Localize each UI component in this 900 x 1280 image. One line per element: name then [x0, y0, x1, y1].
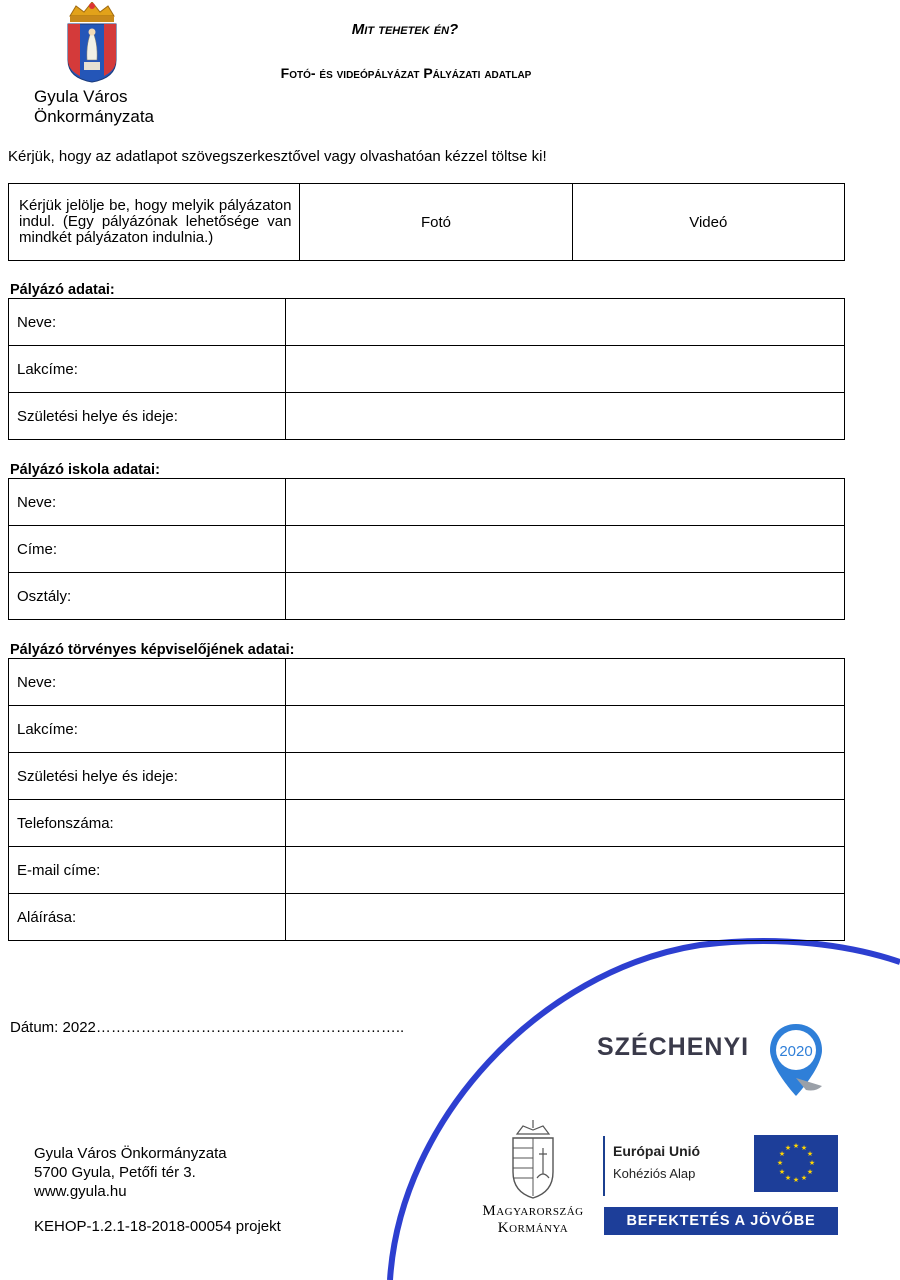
- option-video-label: Videó: [689, 213, 728, 231]
- svg-text:★: ★: [806, 1168, 814, 1176]
- field-label: Neve:: [9, 659, 286, 706]
- map-pin-icon: [766, 1020, 826, 1100]
- svg-text:★: ★: [800, 1174, 808, 1182]
- svg-text:★: ★: [784, 1144, 792, 1152]
- svg-text:★: ★: [778, 1168, 786, 1176]
- gov-name-line2: Kormánya: [497, 1220, 569, 1236]
- field-label: Lakcíme:: [9, 706, 286, 753]
- svg-text:★: ★: [784, 1174, 792, 1182]
- field-label: Címe:: [9, 526, 286, 573]
- field-input[interactable]: [286, 573, 845, 620]
- field-input[interactable]: [286, 706, 845, 753]
- eu-title: Európai Unió: [613, 1143, 701, 1159]
- field-label: Születési helye és ideje:: [9, 753, 286, 800]
- szechenyi-logo-text: SZÉCHENYI: [597, 1033, 750, 1061]
- field-input[interactable]: [286, 753, 845, 800]
- page-title: [0, 21, 810, 38]
- section-applicant-title: Pályázó adatai:: [10, 282, 115, 298]
- eu-flag-icon: [754, 1135, 838, 1192]
- field-label: Aláírása:: [9, 894, 286, 941]
- hungary-coat-of-arms-icon: [505, 1120, 561, 1200]
- field-label: Osztály:: [9, 573, 286, 620]
- org-name-line2: Önkormányzata: [34, 107, 154, 126]
- address-website: www.gyula.hu: [34, 1183, 127, 1200]
- guardian-table: [8, 658, 845, 941]
- field-label: E-mail címe:: [9, 847, 286, 894]
- svg-text:★: ★: [808, 1159, 816, 1167]
- field-label: Telefonszáma:: [9, 800, 286, 847]
- org-name: [34, 87, 154, 127]
- org-name-line1: Gyula Város: [34, 87, 128, 106]
- field-input[interactable]: [286, 479, 845, 526]
- field-input[interactable]: [286, 346, 845, 393]
- svg-text:★: ★: [792, 1142, 800, 1150]
- slogan-banner: BEFEKTETÉS A JÖVŐBE: [604, 1207, 838, 1235]
- project-code: KEHOP-1.2.1-18-2018-00054 projekt: [34, 1218, 281, 1235]
- gov-name-line1: Magyarország: [482, 1203, 584, 1219]
- field-input[interactable]: [286, 299, 845, 346]
- footer-address: [34, 1144, 227, 1201]
- competition-choice-table: [8, 183, 845, 261]
- instruction-text: Kérjük, hogy az adatlapot szövegszerkesztővel vagy olvashatóan kézzel töltse ki!: [8, 148, 547, 165]
- svg-text:★: ★: [778, 1150, 786, 1158]
- field-input[interactable]: [286, 800, 845, 847]
- choice-question: Kérjük jelölje be, hogy melyik pályázaton indul. (Egy pályázónak lehetősége van mindkét pályázaton indulnia.): [9, 184, 300, 261]
- form-title-text: Fotó- és videópályázat Pályázati adatlap: [280, 65, 532, 81]
- field-label: Születési helye és ideje:: [9, 393, 286, 440]
- svg-text:★: ★: [800, 1144, 808, 1152]
- eu-divider: [603, 1136, 605, 1196]
- field-input[interactable]: [286, 847, 845, 894]
- page-title-text: Mit tehetek én?: [351, 21, 459, 38]
- school-table: [8, 478, 845, 620]
- option-video-cell[interactable]: [572, 184, 844, 261]
- section-school-title: Pályázó iskola adatai:: [10, 462, 160, 478]
- szechenyi-year: 2020: [779, 1043, 813, 1060]
- field-label: Lakcíme:: [9, 346, 286, 393]
- form-title: [0, 65, 812, 81]
- applicant-table: [8, 298, 845, 440]
- eu-subtitle: Kohéziós Alap: [613, 1166, 696, 1181]
- field-label: Neve:: [9, 299, 286, 346]
- field-input[interactable]: [286, 894, 845, 941]
- svg-text:★: ★: [792, 1176, 800, 1184]
- field-input[interactable]: [286, 393, 845, 440]
- option-photo-cell[interactable]: [300, 184, 572, 261]
- option-photo-label: Fotó: [420, 213, 451, 231]
- address-line2: 5700 Gyula, Petőfi tér 3.: [34, 1164, 196, 1181]
- field-label: Neve:: [9, 479, 286, 526]
- date-line: Dátum: 2022……………………………………………………..: [10, 1019, 405, 1036]
- address-line1: Gyula Város Önkormányzata: [34, 1145, 227, 1162]
- svg-text:★: ★: [806, 1150, 814, 1158]
- section-guardian-title: Pályázó törvényes képviselőjének adatai:: [10, 642, 295, 658]
- field-input[interactable]: [286, 526, 845, 573]
- field-input[interactable]: [286, 659, 845, 706]
- svg-text:★: ★: [776, 1159, 784, 1167]
